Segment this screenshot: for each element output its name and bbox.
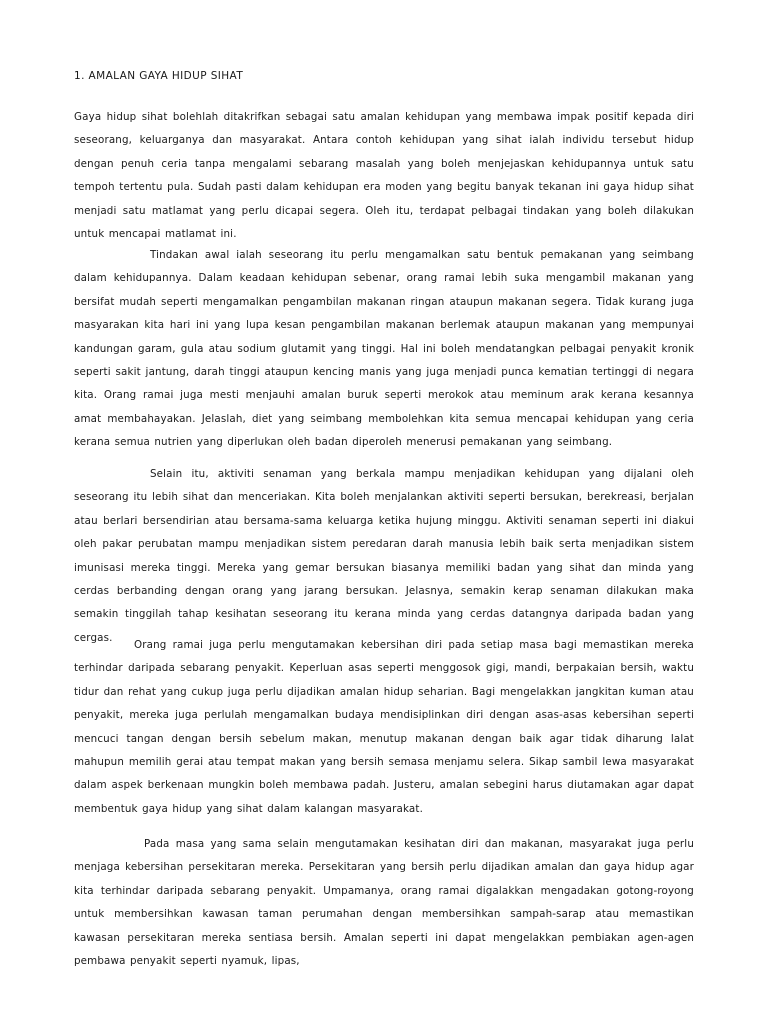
paragraph-balanced-diet: Tindakan awal ialah seseorang itu perlu mengamalkan satu bentuk pemakanan yang seimbang dalam kehidupannya. Dalam keadaan kehidupan sebenar, orang ramai lebih suka mengambil makanan yang bersifat mudah seperti mengamalkan pengambilan makanan ringan ataupun makanan segera. Tidak kurang juga masyarakan kita hari ini yang lupa kesan pengambilan makanan berlemak ataupun makanan yang mempunyai kandungan garam, gula atau sodium glutamit yang tinggi. Hal ini boleh mendatangkan pelbagai penyakit kronik seperti sakit jantung, darah tinggi ataupun kencing manis yang juga menjadi punca kematian tertinggi di negara kita. Orang ramai juga mesti menjauhi amalan buruk seperti merokok atau meminum arak kerana kesannya amat membahayakan. Jelaslah, diet yang seimbang membolehkan kita semua mencapai kehidupan yang ceria kerana semua nutrien yang diperlukan oleh badan diperoleh menerusi pemakanan yang seimbang. <box>74 249 694 449</box>
paragraph-introduction: Gaya hidup sihat bolehlah ditakrifkan sebagai satu amalan kehidupan yang membawa impak positif kepada diri seseorang, keluarganya dan masyarakat. Antara contoh kehidupan yang sihat ialah individu tersebut hidup dengan penuh ceria tanpa mengalami sebarang masalah yang boleh menjejaskan kehidupannya untuk satu tempoh tertentu pula. Sudah pasti dalam kehidupan era moden yang begitu banyak tekanan ini gaya hidup sihat menjadi satu matlamat yang perlu dicapai segera. Oleh itu, terdapat pelbagai tindakan yang boleh dilakukan untuk mencapai matlamat ini. <box>74 111 694 241</box>
paragraph-personal-hygiene: Orang ramai juga perlu mengutamakan kebersihan diri pada setiap masa bagi memastikan mereka terhindar daripada sebarang penyakit. Keperluan asas seperti menggosok gigi, mandi, berpakaian bersih, waktu tidur dan rehat yang cukup juga perlu dijadikan amalan hidup seharian. Bagi mengelakkan jangkitan kuman atau penyakit, mereka juga perlulah mengamalkan budaya mendisiplinkan diri dengan asas-asas kebersihan seperti mencuci tangan dengan bersih sebelum makan, menutup makanan dengan baik agar tidak diharung lalat mahupun memilih gerai atau tempat makan yang bersih semasa menjamu selera. Sikap sambil lewa masyarakat dalam aspek berkenaan mungkin boleh membawa padah. Justeru, amalan sebegini harus diutamakan agar dapat membentuk gaya hidup yang sihat dalam kalangan masyarakat. <box>74 639 694 815</box>
paragraph-exercise: Selain itu, aktiviti senaman yang berkala mampu menjadikan kehidupan yang dijalani oleh seseorang itu lebih sihat dan menceriakan. Kita boleh menjalankan aktiviti seperti bersukan, berekreasi, berjalan atau berlari bersendirian atau bersama-sama keluarga ketika hujung minggu. Aktiviti senaman seperti ini diakui oleh pakar perubatan mampu menjadikan sistem peredaran darah manusia lebih baik serta menjadikan sistem imunisasi mereka tinggi. Mereka yang gemar bersukan biasanya memiliki badan yang sihat dan minda yang cerdas berbanding dengan orang yang jarang bersukan. Jelasnya, semakin kerap senaman dilakukan maka semakin tinggilah tahap kesihatan seseorang itu kerana minda yang cerdas datangnya daripada badan yang cergas. <box>74 468 694 644</box>
paragraph-environment-cleanliness: Pada masa yang sama selain mengutamakan kesihatan diri dan makanan, masyarakat juga perlu menjaga kebersihan persekitaran mereka. Persekitaran yang bersih perlu dijadikan amalan dan gaya hidup agar kita terhindar daripada sebarang penyakit. Umpamanya, orang ramai digalakkan mengadakan gotong-royong untuk membersihkan kawasan taman perumahan dengan membersihkan sampah-sarap atau memastikan kawasan persekitaran mereka sentiasa bersih. Amalan seperti ini dapat mengelakkan pembiakan agen-agen pembawa penyakit seperti nyamuk, lipas, <box>74 838 694 968</box>
document-title: 1. AMALAN GAYA HIDUP SIHAT <box>74 70 244 82</box>
